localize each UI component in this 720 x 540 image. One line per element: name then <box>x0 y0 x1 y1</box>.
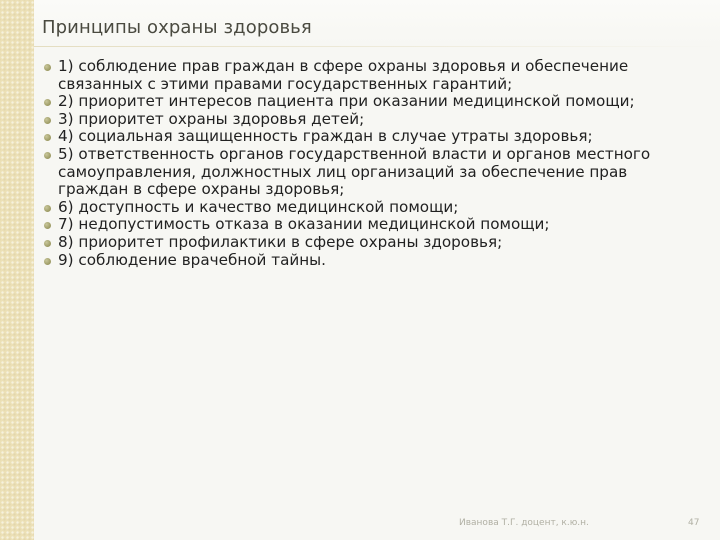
bullet-icon <box>44 64 51 71</box>
list-item <box>44 111 684 129</box>
bullet-icon <box>44 152 51 159</box>
list-item <box>44 199 684 217</box>
title-divider <box>34 46 720 47</box>
list-item-text: 5) ответственность органов государственной власти и органов местного самоуправления, должностных лиц организаций за обеспечение прав граждан в сфере охраны здоровья; <box>58 144 651 199</box>
footer-author: Иванова Т.Г. доцент, к.ю.н. <box>459 518 589 528</box>
list-item-text: 6) доступность и качество медицинской помощи; <box>58 197 459 216</box>
list-item <box>44 216 684 234</box>
page-number: 47 <box>688 518 700 528</box>
list-item <box>44 128 684 146</box>
bullet-icon <box>44 205 51 212</box>
bullet-icon <box>44 240 51 247</box>
list-item-text: 7) недопустимость отказа в оказании медицинской помощи; <box>58 215 550 234</box>
list-item <box>44 93 684 111</box>
list-item <box>44 58 684 93</box>
list-item-text: 1) соблюдение прав граждан в сфере охраны здоровья и обеспечение связанных с этими правами государственных гарантий; <box>58 57 629 93</box>
bullet-icon <box>44 134 51 141</box>
bullet-icon <box>44 258 51 265</box>
list-item-text: 3) приоритет охраны здоровья детей; <box>58 109 365 128</box>
bullet-icon <box>44 99 51 106</box>
slide-title: Принципы охраны здоровья <box>42 17 312 38</box>
list-item-text: 8) приоритет профилактики в сфере охраны здоровья; <box>58 232 503 251</box>
list-item-text: 2) приоритет интересов пациента при оказании медицинской помощи; <box>58 92 635 111</box>
list-item <box>44 252 684 270</box>
list-item <box>44 146 684 199</box>
principles-list <box>44 58 684 269</box>
list-item <box>44 234 684 252</box>
decorative-left-strip <box>0 0 34 540</box>
list-item-text: 4) социальная защищенность граждан в случае утраты здоровья; <box>58 127 593 146</box>
list-item-text: 9) соблюдение врачебной тайны. <box>58 250 327 269</box>
bullet-icon <box>44 222 51 229</box>
bullet-icon <box>44 117 51 124</box>
